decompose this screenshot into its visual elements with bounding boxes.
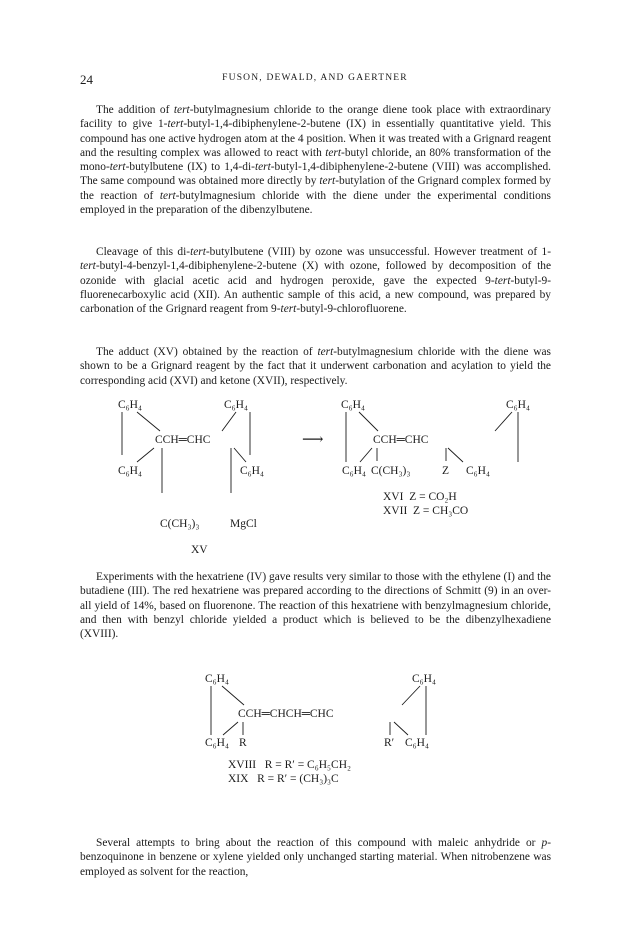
structure-xv <box>118 399 264 556</box>
xv-c6h4-bottom-right: C₆H₄ <box>240 465 264 477</box>
xviii-r-left: R <box>239 737 247 749</box>
xvi-c6h4-bottom-left: C₆H₄ <box>342 465 366 477</box>
xv-c6h4-top-right: C₆H₄ <box>224 399 248 411</box>
reaction-arrow: ⟶ <box>302 432 324 448</box>
xv-chain: CCH═CHC <box>155 434 211 446</box>
xvi-c6h4-bottom-right: C₆H₄ <box>466 465 490 477</box>
paragraph-5: Several attempts to bring about the reaction of this compound with maleic anhydride or p-benzoquinone in benzene or xylene yielded only unchanged starting material. When nitrobenzene was employed as solvent for the reaction, <box>80 837 551 878</box>
xviii-c6h4-bottom-right: C₆H₄ <box>405 737 429 749</box>
xv-c6h4-top-left: C₆H₄ <box>118 399 142 411</box>
xvi-substituent-right: Z <box>442 465 450 477</box>
xv-c6h4-bottom-left: C₆H₄ <box>118 465 142 477</box>
xviii-chain: CCH═CHCH═CHC <box>238 708 334 720</box>
xvi-c6h4-top-left: C₆H₄ <box>341 399 365 411</box>
xvi-substituent-left: C(CH₃)₃ <box>371 465 411 477</box>
xviii-label: XVIII R = R′ = C₆H₅CH₂ <box>228 759 352 771</box>
paragraph-3: The adduct (XV) obtained by the reaction of tert-butylmagnesium chloride with the diene was shown to be a Grignard reagent by the fact that it underwent carbonation and acylation to yield the corresponding acid (XVI) and ketone (XVII), respectively. <box>80 346 551 387</box>
paragraph-1: The addition of tert-butylmagnesium chloride to the orange diene took place with extraordinary facility to give 1-tert-butyl-1,4-dibiphenylene-2-butene (IX) in essentially quantitative yield. This compound has one active hydrogen atom at the 4 position. When it was treated with a Grignard reagent and the resulting complex was allowed to react with tert-butyl chloride, an 80% transformation of the mono-tert-butylbutene (IX) to 1,4-di-tert-butyl-1,4-dibiphenylene-2-butene (VIII) was accomplished. The same compound was obtained more directly by tert-butylation of the Grignard complex formed by the reaction of tert-butylmagnesium chloride with the diene under the experimental conditions employed in the preparation of the dibenzylbutene. <box>80 104 552 217</box>
xvii-label: XVII Z = CH₃CO <box>383 505 469 517</box>
paragraph-4: Experiments with the hexatriene (IV) gave results very similar to those with the ethylene (I) and the butadiene (III). The red hexatriene was prepared according to the directions of Schmitt (9) in an over-all yield of 14%, based on fluorenone. The reaction of this hexatriene with benzylmagnesium chloride, and then with benzyl chloride yielded a product which is believed to be the dibenzylhexadiene (XVIII). <box>80 571 551 641</box>
running-title: FUSON, DEWALD, AND GAERTNER <box>222 73 408 83</box>
xvi-c6h4-top-right: C₆H₄ <box>506 399 530 411</box>
xviii-c6h4-bottom-left: C₆H₄ <box>205 737 229 749</box>
xv-label: XV <box>191 544 208 556</box>
paragraph-2: Cleavage of this di-tert-butylbutene (VIII) by ozone was unsuccessful. However treatment of 1-tert-butyl-4-benzyl-1,4-dibiphenylene-2-butene (X) with ozone, followed by decomposition of the ozonide with glacial acetic acid and hydrogen peroxide, gave the expected 9-tert-butyl-9-fluorenecarboxylic acid (XII). An authentic sample of this acid, a new compound, was prepared by carbonation of the Grignard reagent from 9-tert-butyl-9-chlorofluorene. <box>80 246 551 316</box>
xviii-r-right: R′ <box>384 737 395 749</box>
xvi-label: XVI Z = CO₂H <box>383 491 457 503</box>
xvi-chain: CCH═CHC <box>373 434 429 446</box>
structure-xviii-xix <box>205 673 436 785</box>
xix-label: XIX R = R′ = (CH₃)₃C <box>228 773 339 785</box>
page-number: 24 <box>80 72 93 87</box>
xv-substituent-right: MgCl <box>230 518 257 530</box>
xviii-c6h4-top-left: C₆H₄ <box>205 673 229 685</box>
structure-xvi-xvii <box>341 399 530 517</box>
xviii-c6h4-top-right: C₆H₄ <box>412 673 436 685</box>
xv-substituent-left: C(CH₃)₃ <box>160 518 200 530</box>
